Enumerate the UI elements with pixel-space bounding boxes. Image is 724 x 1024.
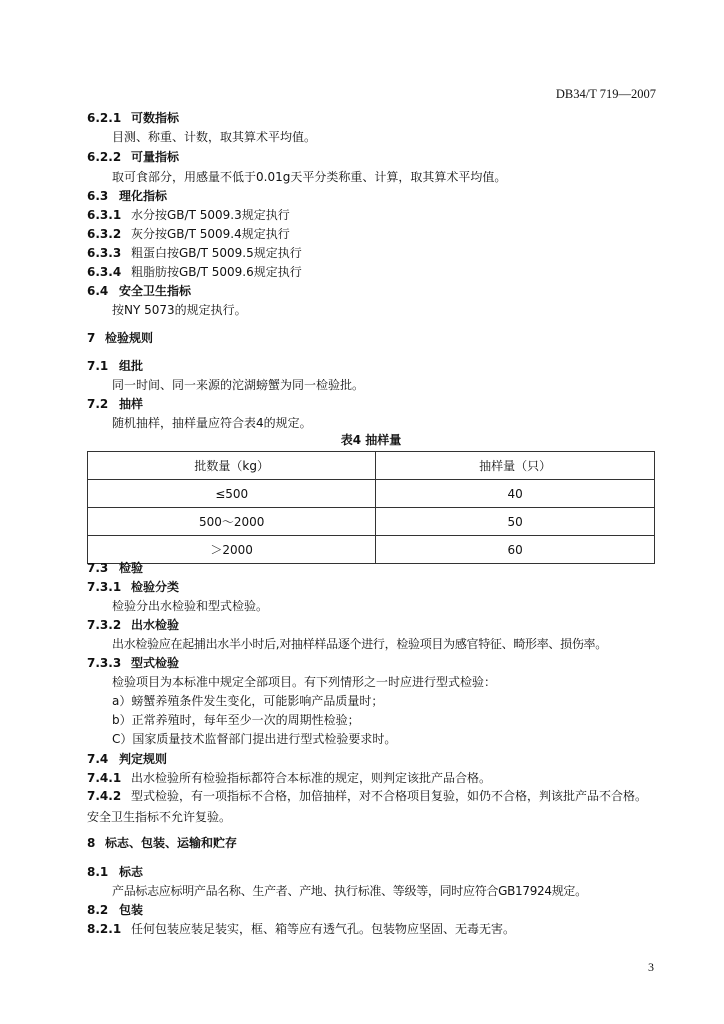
table-caption: 表4 抽样量 xyxy=(340,433,402,447)
clause-text: 型式检验，有一项指标不合格，加倍抽样，对不合格项目复验，如仍不合格，判该批产品不合格。安全卫生指标不允许复验。 xyxy=(87,789,648,824)
section-number: 7.4.2 xyxy=(87,789,122,803)
clause-6-3-1 xyxy=(87,209,290,221)
clause-6-3-2 xyxy=(87,228,290,240)
heading-7-3 xyxy=(87,562,143,574)
section-title: 检验 xyxy=(119,561,144,575)
clause-text: 灰分按GB/T 5009.4规定执行 xyxy=(131,227,290,241)
section-number: 6.3.4 xyxy=(87,265,122,279)
section-number: 6.3 xyxy=(87,189,109,203)
section-title: 可量指标 xyxy=(131,150,180,164)
section-number: 7.3.3 xyxy=(87,656,122,670)
section-title: 标志 xyxy=(119,865,144,879)
section-title: 抽样 xyxy=(119,397,144,411)
section-number: 6.4 xyxy=(87,284,109,298)
paragraph-6-4: 按NY 5073的规定执行。 xyxy=(112,303,247,317)
section-number: 6.3.3 xyxy=(87,246,122,260)
table-cell: ＞2000 xyxy=(88,536,376,564)
table-cell: 500～2000 xyxy=(88,508,376,536)
paragraph-7-3-2: 出水检验应在起捕出水半小时后,对抽样样品逐个进行，检验项目为感官特征、畸形率、损伤率。 xyxy=(112,637,607,651)
heading-8 xyxy=(87,837,237,849)
list-item: C）国家质量技术监督部门提出进行型式检验要求时。 xyxy=(112,732,397,746)
section-title: 出水检验 xyxy=(131,618,180,632)
paragraph-6-2-1: 目测、称重、计数，取其算术平均值。 xyxy=(112,130,317,144)
section-title: 标志、包装、运输和贮存 xyxy=(105,836,238,850)
section-title: 判定规则 xyxy=(119,752,168,766)
heading-6-3 xyxy=(87,190,167,202)
heading-7-1 xyxy=(87,360,143,372)
table-header-cell: 批数量（kg） xyxy=(88,452,376,480)
clause-7-4-1 xyxy=(87,772,491,784)
section-number: 8.1 xyxy=(87,865,109,879)
paragraph-7-3-1: 检验分出水检验和型式检验。 xyxy=(112,599,269,613)
heading-7-3-1 xyxy=(87,581,179,593)
table-cell: 50 xyxy=(376,508,655,536)
paragraph-7-2: 随机抽样，抽样量应符合表4的规定。 xyxy=(112,416,312,430)
paragraph-7-1: 同一时间、同一来源的沱湖螃蟹为同一检验批。 xyxy=(112,378,365,392)
heading-7-2 xyxy=(87,398,143,410)
section-number: 7.1 xyxy=(87,359,109,373)
section-number: 6.2.1 xyxy=(87,111,122,125)
table-cell: 60 xyxy=(376,536,655,564)
section-number: 7.3 xyxy=(87,561,109,575)
section-number: 7.4.1 xyxy=(87,771,122,785)
section-title: 型式检验 xyxy=(131,656,180,670)
clause-text: 粗脂肪按GB/T 5009.6规定执行 xyxy=(131,265,302,279)
heading-8-1 xyxy=(87,866,143,878)
heading-6-2-1 xyxy=(87,112,179,124)
section-title: 检验分类 xyxy=(131,580,180,594)
section-title: 理化指标 xyxy=(119,189,168,203)
clause-6-3-4 xyxy=(87,266,302,278)
table-cell: ≤500 xyxy=(88,480,376,508)
heading-8-2 xyxy=(87,904,143,916)
section-number: 6.3.1 xyxy=(87,208,122,222)
list-item: a）螃蟹养殖条件发生变化，可能影响产品质量时； xyxy=(112,694,384,708)
section-number: 8.2.1 xyxy=(87,922,122,936)
heading-7 xyxy=(87,332,153,344)
table-header-row xyxy=(88,452,655,480)
table-row xyxy=(88,536,655,564)
document-code: DB34/T 719—2007 xyxy=(555,87,656,101)
heading-7-3-2 xyxy=(87,619,179,631)
paragraph-7-3-3: 检验项目为本标准中规定全部项目。有下列情形之一时应进行型式检验： xyxy=(112,675,497,689)
section-title: 可数指标 xyxy=(131,111,180,125)
section-title: 组批 xyxy=(119,359,144,373)
section-number: 7 xyxy=(87,331,96,345)
heading-6-4 xyxy=(87,285,191,297)
clause-text: 粗蛋白按GB/T 5009.5规定执行 xyxy=(131,246,302,260)
page-number: 3 xyxy=(648,960,654,974)
clause-8-2-1 xyxy=(87,923,515,935)
sampling-table xyxy=(87,451,655,564)
table-row xyxy=(88,508,655,536)
table-header-cell: 抽样量（只） xyxy=(376,452,655,480)
heading-6-2-2 xyxy=(87,151,179,163)
clause-6-3-3 xyxy=(87,247,302,259)
clause-text: 水分按GB/T 5009.3规定执行 xyxy=(131,208,290,222)
paragraph-6-2-2: 取可食部分，用感量不低于0.01g天平分类称重、计算，取其算术平均值。 xyxy=(112,170,507,184)
paragraph-8-1: 产品标志应标明产品名称、生产者、产地、执行标准、等级等，同时应符合GB17924规定。 xyxy=(112,884,587,898)
section-title: 包装 xyxy=(119,903,144,917)
clause-text: 出水检验所有检验指标都符合本标准的规定，则判定该批产品合格。 xyxy=(131,771,492,785)
list-item: b）正常养殖时，每年至少一次的周期性检验； xyxy=(112,713,360,727)
section-number: 7.3.2 xyxy=(87,618,122,632)
heading-7-3-3 xyxy=(87,657,179,669)
section-number: 7.2 xyxy=(87,397,109,411)
section-number: 8 xyxy=(87,836,96,850)
section-number: 7.3.1 xyxy=(87,580,122,594)
clause-7-4-2 xyxy=(87,786,655,828)
section-number: 7.4 xyxy=(87,752,109,766)
table-row xyxy=(88,480,655,508)
table-cell: 40 xyxy=(376,480,655,508)
section-number: 6.2.2 xyxy=(87,150,122,164)
heading-7-4 xyxy=(87,753,167,765)
section-title: 检验规则 xyxy=(105,331,154,345)
section-number: 8.2 xyxy=(87,903,109,917)
section-title: 安全卫生指标 xyxy=(119,284,192,298)
section-number: 6.3.2 xyxy=(87,227,122,241)
clause-text: 任何包装应装足装实，框、箱等应有透气孔。包装物应坚固、无毒无害。 xyxy=(131,922,516,936)
